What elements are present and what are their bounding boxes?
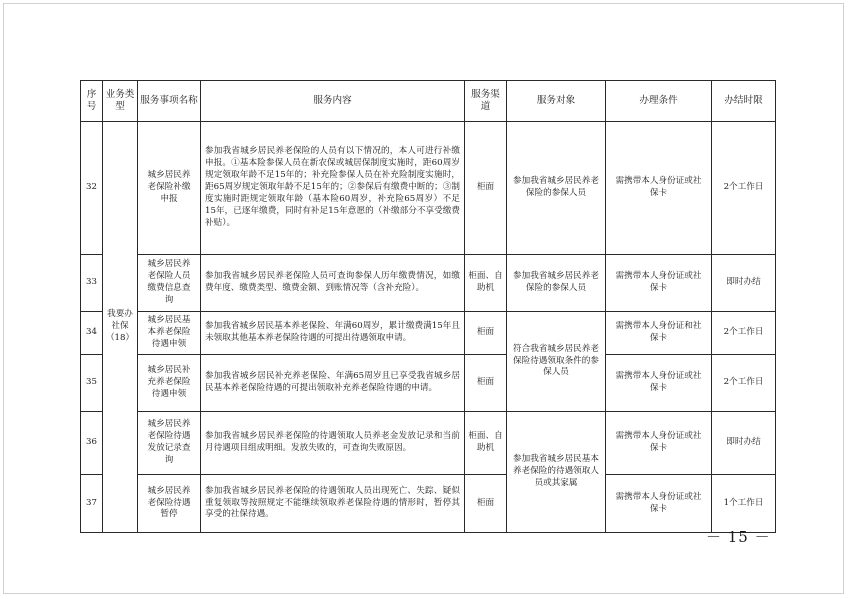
row-item-name: 城乡居民养老保险待遇发放记录查询: [138, 412, 201, 475]
header-type: 业务类型: [103, 81, 138, 122]
row-item-name: 城乡居民养老保险人员缴费信息查询: [138, 255, 201, 312]
row-time: 即时办结: [712, 255, 776, 312]
row-target: 参加我省城乡居民养老保险的参保人员: [507, 122, 606, 255]
row-condition: 需携带本人身份证或社保卡: [606, 255, 712, 312]
row-channel: 柜面: [465, 122, 507, 255]
table-row: [81, 255, 776, 312]
table-row: [81, 312, 776, 355]
page-number: － 15 －: [706, 528, 771, 546]
row-item-name: 城乡居民养老保险补缴申报: [138, 122, 201, 255]
row-time: 1个工作日: [712, 475, 776, 533]
row-seq: 36: [81, 412, 103, 475]
row-condition: 需携带本人身份证或社保卡: [606, 355, 712, 412]
row-channel: 柜面: [465, 355, 507, 412]
row-content: 参加我省城乡居民养老保险的待遇领取人员养老金发放记录和当前月待遇项目组成明细。发放失败的，可查询失败原因。: [201, 412, 465, 475]
row-seq: 34: [81, 312, 103, 355]
table-row: [81, 412, 776, 475]
service-table: [80, 80, 776, 533]
header-condition: 办理条件: [606, 81, 712, 122]
row-channel: 柜面、自助机: [465, 412, 507, 475]
row-target: 参加我省城乡居民养老保险的参保人员: [507, 255, 606, 312]
row-channel: 柜面、自助机: [465, 255, 507, 312]
row-seq: 32: [81, 122, 103, 255]
header-seq: 序号: [81, 81, 103, 122]
row-time: 即时办结: [712, 412, 776, 475]
table-row: [81, 122, 776, 255]
row-content: 参加我省城乡居民补充养老保险、年满65周岁且已享受我省城乡居民基本养老保险待遇的可提出领取补充养老保险待遇的申请。: [201, 355, 465, 412]
row-content: 参加我省城乡居民基本养老保险、年满60周岁，累计缴费满15年且未领取其他基本养老保险待遇的可提出待遇领取申请。: [201, 312, 465, 355]
row-target: 符合我省城乡居民养老保险待遇领取条件的参保人员: [507, 312, 606, 412]
row-condition: 需携带本人身份证和社保卡: [606, 312, 712, 355]
row-item-name: 城乡居民基本养老保险待遇申领: [138, 312, 201, 355]
header-time: 办结时限: [712, 81, 776, 122]
row-seq: 37: [81, 475, 103, 533]
row-target: 参加我省城乡居民基本养老保险的待遇领取人员或其家属: [507, 412, 606, 533]
row-condition: 需携带本人身份证或社保卡: [606, 412, 712, 475]
header-content: 服务内容: [201, 81, 465, 122]
row-seq: 35: [81, 355, 103, 412]
row-channel: 柜面: [465, 312, 507, 355]
table-header-row: [81, 81, 776, 122]
row-content: 参加我省城乡居民养老保险人员可查询参保人历年缴费情况，如缴费年度、缴费类型、缴费金额、到账情况等（含补充险）。: [201, 255, 465, 312]
row-time: 2个工作日: [712, 122, 776, 255]
row-time: 2个工作日: [712, 312, 776, 355]
row-seq: 33: [81, 255, 103, 312]
row-condition: 需携带本人身份证或社保卡: [606, 122, 712, 255]
header-target: 服务对象: [507, 81, 606, 122]
row-content: 参加我省城乡居民养老保险的待遇领取人员出现死亡、失踪、疑似重复领取等按照规定不能继续领取养老保险待遇的情形时，暂停其享受的社保待遇。: [201, 475, 465, 533]
row-item-name: 城乡居民补充养老保险待遇申领: [138, 355, 201, 412]
header-item: 服务事项名称: [138, 81, 201, 122]
row-time: 2个工作日: [712, 355, 776, 412]
table-row: [81, 475, 776, 533]
row-item-name: 城乡居民养老保险待遇暂停: [138, 475, 201, 533]
row-content: 参加我省城乡居民养老保险的人员有以下情况的，本人可进行补缴申报。①基本险参保人员在新农保或城居保制度实施时，距60周岁规定领取年龄不足15年的；补充险参保人员在补充险制度实施时，距65周岁规定领取年龄不足15年的；②参保后有缴费中断的；③制度实施时距规定领取年龄（基本险60周岁，补充险65周岁）不足15年，已逐年缴费，同时有补足15年意愿的（补缴部分不享受缴费补贴）。: [201, 122, 465, 255]
category-cell: 我要办社保（18）: [103, 122, 138, 533]
header-channel: 服务渠道: [465, 81, 507, 122]
row-channel: 柜面: [465, 475, 507, 533]
row-condition: 需携带本人身份证或社保卡: [606, 475, 712, 533]
table-row: [81, 355, 776, 412]
